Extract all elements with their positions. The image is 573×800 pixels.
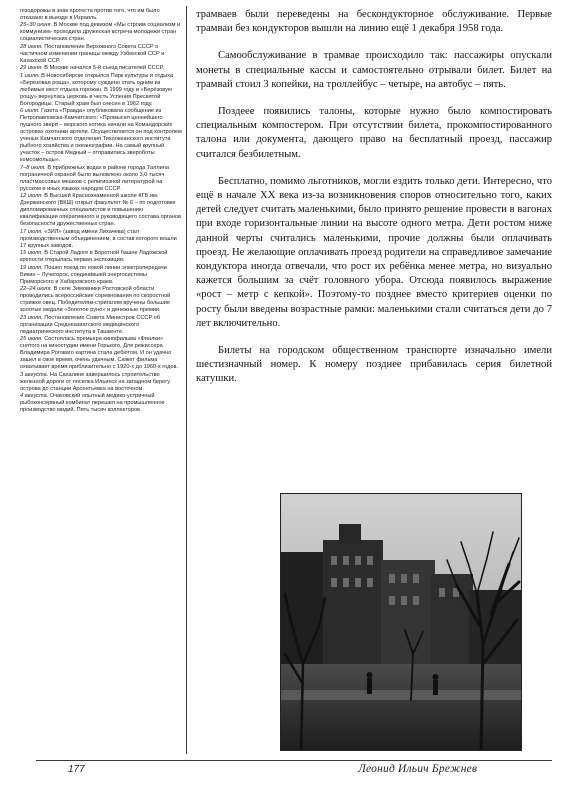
chronicle-entry xyxy=(20,336,182,371)
chronicle-entry-date: 22–24 июля. xyxy=(20,286,53,293)
chronicle-entry-text: Пошел поезд по новой линии электропередачи Бикин – Лучегорск, соединившей энергосистемы Приморского и Хабаровского краев. xyxy=(20,264,167,285)
chronicle-entry xyxy=(20,108,182,164)
chronicle-entry-date: 23 июля. xyxy=(20,314,43,321)
chronicle-entry xyxy=(20,8,182,22)
chronicle-entry-text: В Москве под девизом «Мы строим социализм и коммунизм» проходила дружеская встреча молодежи стран социалистических стран. xyxy=(20,22,181,43)
chronicle-entry xyxy=(20,265,182,286)
chronicle-entry-text: На Сахалине завершилось строительство железной дороги от поселка Ильинск на западном берегу острова до станции Арсентьевка на восточном. xyxy=(20,371,171,392)
chronicle-entry-text: В Новосибирске открылся Парк культуры и отдыха «Березовая роща», которому суждено стать одним из любимых мест отдыха горожан. В 1999 году в «Берёзовую рощу» вернулась церковь в честь Успения Пресвятой Богородицы. Старый храм был снесен в 1962 году. xyxy=(20,72,174,107)
chronicle-entry-text: Постановление Совета Министров СССР об организации Среднеазиатского медицинского педиатрического института в Ташкенте. xyxy=(20,314,161,335)
chronicle-entry-text: Газета «Правда» опубликовала сообщение из Петропавловска-Камчатского: «Промысел ценнейшего пушного зверя – морского котика начали на Командорских островах охотники артели. Осуществляется он под контролем ученых Камчатского отделения Тихоокеанского института рыбного хозяйства и океанографии. На самый крупный участок – остров Медный – отправились звероботы комсомольцы». xyxy=(20,108,182,164)
chronicle-entry-text: В Высшей Краснознаменной школе КГБ им. Дзержинского (ВКШ) открыт факультет № 6 – по подготовке дипломированных специалистов и повышению квалификации оперативного и руководящего состава органов безопасности дружественных стран. xyxy=(20,193,182,228)
chronicle-entry xyxy=(20,44,182,65)
chronicle-entry xyxy=(20,393,182,414)
chronicle-entry xyxy=(20,165,182,193)
paragraph-4: Бесплатно, помимо льготников, могли ездить только дети. Интересно, что ещё в начале XX века из-за возникновения споров относительно того, каких детей следует считать маленькими, было принято решение провести в вагонах при входе горизонтальные линии на высоте одного метра. Дети ростом ниже данной черты считались маленькими, прочие должны были оплачивать проезд. Не желающие оплачивать проезд родители на справедливое замечание кондуктора иногда отвечали, что рост их ребёнка менее метра, но визуально кажется большим за счёт головного убора. Отсюда появилось выражение «рост – метр с кепкой». Поэтому-то позднее вместо критериев оценки по росту были введены возрастные рамки: маленькими стали считаться дети до 7 лет включительно. xyxy=(196,175,552,329)
footer-divider xyxy=(36,760,552,761)
chronicle-entry-text: Очаковский опытный медико-устричный рыбоконсервный комбинат перешел на промышленное производство мидий. Пять тысяч коллекторов xyxy=(20,392,165,414)
chronicle-entry xyxy=(20,286,182,314)
chronicle-entry-date: 7–8 июля. xyxy=(20,164,46,171)
chronicle-entry-date: 19 июля. xyxy=(20,264,43,271)
chronicle-entry-text: Постановление Верховного Совета СССР о частичном изменении границы между Узбекской ССР и Казахской ССР. xyxy=(20,43,165,64)
chronicle-column xyxy=(20,8,182,748)
chronicle-entry-date: 4 августа. xyxy=(20,392,49,399)
historical-photo xyxy=(280,493,522,751)
chronicle-entry-text: В селе Зимовники Ростовской области проводились всероссийские соревнования по скоростной стрижке овец. Победителям-стригалям вручены большие золотые медали «Золотое руно» и денежные премии. xyxy=(20,286,171,314)
chronicle-entry xyxy=(20,315,182,336)
chronicle-entry xyxy=(20,229,182,250)
chronicle-entry-date: 17 июля. xyxy=(20,228,43,235)
chronicle-entry-text: гезодорожы в знак протеста против того, что им было отказано в выезде в Израиль. xyxy=(20,8,160,22)
chronicle-entry xyxy=(20,250,182,264)
paragraph-3: Поздеее появились талоны, которые нужно было компостировать специальным компостером. При отсутствии билета, прокомпостированного талона или документа, дающего право на бесплатный проезд, пассажир считался безбилетным. xyxy=(196,106,552,160)
chronicle-entry xyxy=(20,65,182,72)
chronicle-entry-text: В Москве начался 5-й съезд писателей СССР. xyxy=(44,65,164,72)
chronicle-entry-text: Состоялась премьера кинофильма «Фиалки» снятого на киностудии имени Горького. Для режиссера Владимира Роговаго картина стала дебютом. И он удачно зашел в свое время, очень удачным. Сюжет фильма охватывает время приблизительно с 1920-х до 1960-х годов. xyxy=(20,336,179,371)
footer-signature: Леонид Ильич Брежнев xyxy=(358,763,478,775)
chronicle-entry-date: 1 июля. xyxy=(20,72,40,79)
chronicle-entry-text: В прибрежных водах в районе города Таллина пограничной охраной было выловлено около 3,0 тысяч пластмассовых мешков с религиозной литературой на русском и иных языках народов СССР. xyxy=(20,164,170,192)
column-divider xyxy=(186,6,187,754)
chronicle-entry xyxy=(20,73,182,108)
chronicle-entry xyxy=(20,372,182,393)
page-number: 177 xyxy=(68,764,85,775)
chronicle-entry-date: 25–30 июня. xyxy=(20,22,53,29)
chronicle-entry-date: 29 июня. xyxy=(20,65,43,72)
chronicle-entry-date: 28 июня. xyxy=(20,43,43,50)
chronicle-entry-date: 3 августа. xyxy=(20,371,49,378)
paragraph-5: Билеты на городском общественном транспорте изначально имели шестизначный номер. К номеру позднее прибавилась серия билетной катушки. xyxy=(196,345,552,385)
chronicle-entry-date: 12 июля. xyxy=(20,193,43,200)
chronicle-entry-date: 25 июля. xyxy=(20,336,43,343)
paragraph-2: Самообслуживание в трамвае происходило так: пассажиры опускали монеты в специальные кассы и самостоятельно отрывали билет. Билет на трамвай стоил 3 копейки, на троллейбус – четыре, на автобус – пять. xyxy=(196,50,552,90)
chronicle-entry-text: В Старой Ладоге в Воротной башне Ладожской крепости открылась первая экспозиция. xyxy=(20,250,168,264)
chronicle-entry xyxy=(20,193,182,228)
chronicle-entry-date: 15 июля. xyxy=(20,250,43,257)
paragraph-1: трамваев были переведены на бескондукторное обслуживание. Первые трамваи без кондукторов вышли на линию ещё 1 декабря 1958 года. xyxy=(196,9,552,35)
main-text xyxy=(196,8,552,387)
chronicle-entry xyxy=(20,22,182,43)
chronicle-entry-date: 6 июля. xyxy=(20,108,40,115)
chronicle-entry-text: «ЗИЛ» (завод имени Лихачева) стал производственным объединением, в состав которого вошли 17 крупных заводов. xyxy=(20,228,177,249)
